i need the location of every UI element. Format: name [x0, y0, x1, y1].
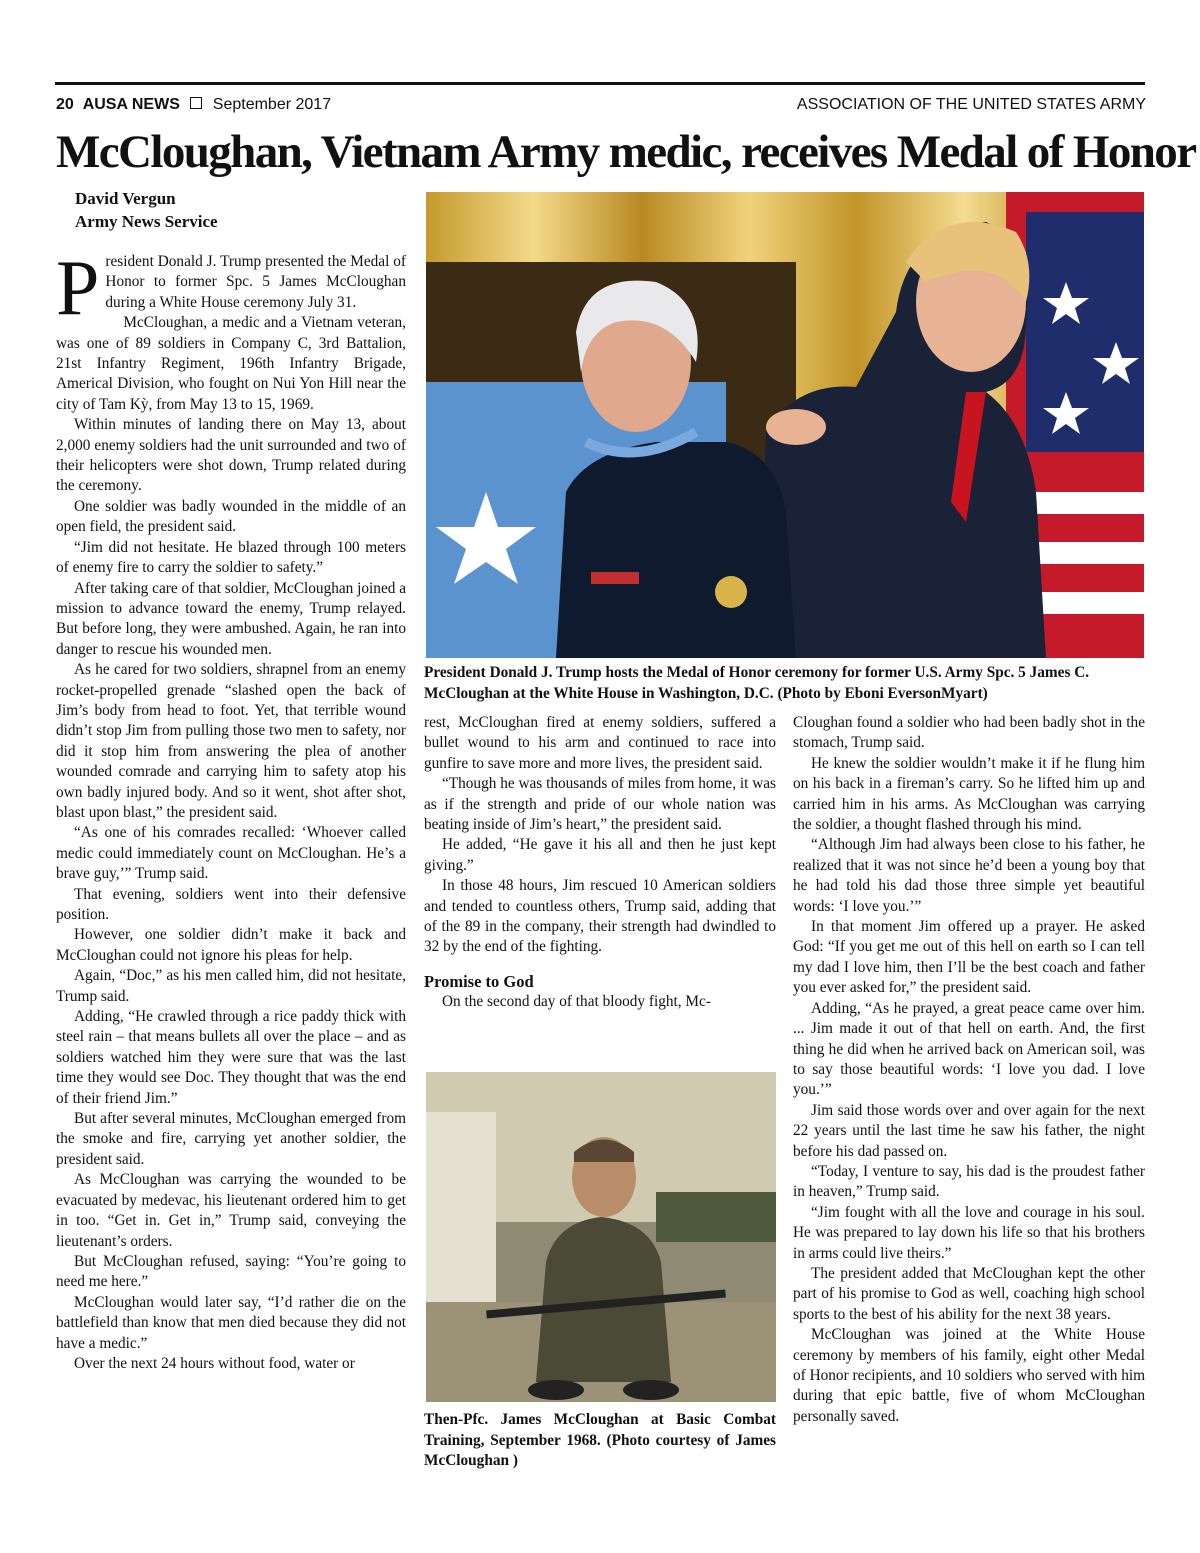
paragraph: He knew the soldier wouldn’t make it if he flung him on his back in a fireman’s carry. So he lifted him up and carried him in his arms. As McCloughan was carrying the soldier, a thought flashed through his mind.	[793, 754, 1145, 834]
drop-cap: P	[56, 244, 100, 331]
byline	[75, 187, 218, 233]
paragraph: On the second day of that bloody fight, Mc-	[442, 993, 711, 1011]
headline: McCloughan, Vietnam Army medic, receives Medal of Honor	[56, 126, 1196, 178]
paragraph: That evening, soldiers went into their defensive position.	[56, 885, 406, 923]
column-3	[793, 713, 1145, 1427]
basic-training-illustration	[426, 1072, 776, 1402]
paragraph: Cloughan found a soldier who had been badly shot in the stomach, Trump said.	[793, 714, 1145, 752]
issue-date: September 2017	[212, 96, 332, 113]
main-photo-caption: President Donald J. Trump hosts the Medal of Honor ceremony for former U.S. Army Spc. 5 James C. McCloughan at the White House in Washington, D.C. (Photo by Eboni EversonMyart)	[424, 664, 1090, 702]
subhead: Promise to God	[424, 971, 534, 991]
paragraph: One soldier was badly wounded in the middle of an open field, the president said.	[56, 497, 406, 536]
lead-paragraph	[56, 244, 406, 331]
paragraph: As he cared for two soldiers, shrapnel from an enemy rocket-propelled grenade “slashed open the back of Jim’s body from head to foot. Yet, that terrible wound didn’t stop Jim from pulling those two men to safety, nor did it stop him from answering the plea of another wounded comrade and carrying him to safety atop his own badly injured body. And so it went, shot after shot, blast upon blast,” the president said.	[56, 661, 406, 821]
paragraph: Adding, “He crawled through a rice paddy thick with steel rain – that means bullets all over the place – and as soldiers watched him they were sure that was the last time they would see Doc. They thought that was the end of their friend Jim.”	[56, 1008, 406, 1107]
agency: Army News Service	[75, 212, 218, 231]
paragraph: However, one soldier didn’t make it back and McCloughan could not ignore his pleas for help.	[56, 926, 406, 964]
organization-name: ASSOCIATION OF THE UNITED STATES ARMY	[796, 96, 1146, 113]
paragraph: But McCloughan refused, saying: “You’re going to need me here.”	[56, 1252, 406, 1291]
column-1	[56, 244, 406, 1374]
header-left	[56, 96, 331, 114]
paragraph: As McCloughan was carrying the wounded to be evacuated by medevac, his lieutenant ordered him to get in too. “Get in. Get in,” Trump said, conveying the lieutenant’s orders.	[56, 1171, 406, 1250]
medal-ceremony-photo	[426, 192, 1144, 658]
paragraph: “Today, I venture to say, his dad is the proudest father in heaven,” Trump said.	[793, 1162, 1145, 1201]
paragraph: He added, “He gave it his all and then he just kept giving.”	[424, 836, 776, 874]
top-rule	[55, 82, 1145, 85]
medal-ceremony-illustration	[426, 192, 1144, 658]
publication-name: AUSA NEWS	[82, 96, 180, 113]
paragraph: Within minutes of landing there on May 13, about 2,000 enemy soldiers had the unit surrounded and two of their helicopters were shot down, Trump related during the ceremony.	[56, 416, 406, 495]
author: David Vergun	[75, 189, 176, 208]
paragraph: “Though he was thousands of miles from home, it was as if the strength and pride of our whole nation was beating inside of Jim’s heart,” the president said.	[424, 775, 776, 834]
basic-training-photo	[426, 1072, 776, 1402]
paragraph: Jim said those words over and over again for the next 22 years until the last time he saw his father, the night before his dad passed on.	[793, 1101, 1145, 1160]
second-photo-caption: Then-Pfc. James McCloughan at Basic Combat Training, September 1968. (Photo courtesy of James McCloughan )	[424, 1411, 776, 1469]
paragraph: In that moment Jim offered up a prayer. He asked God: “If you get me out of this hell on earth so I can tell my dad I love him, then I’ll be the best coach and father you ever asked for,” the president said.	[793, 918, 1145, 997]
paragraph: McCloughan would later say, “I’d rather die on the battlefield than know that men died because they did not have a medic.”	[56, 1293, 406, 1352]
page-number: 20	[56, 96, 74, 113]
paragraph: Again, “Doc,” as his men called him, did not hesitate, Trump said.	[56, 967, 406, 1005]
paragraph: “Jim fought with all the love and courage in his soul. He was prepared to lay down his life so that his brothers in arms could live theirs.”	[793, 1203, 1145, 1262]
square-icon	[190, 97, 202, 109]
paragraph: “Although Jim had always been close to his father, he realized that it was not since he’d been a young boy that he had told his dad those three simple yet beautiful words: ‘I love you.’”	[793, 836, 1145, 915]
paragraph: rest, McCloughan fired at enemy soldiers, suffered a bullet wound to his arm and continued to race into gunfire to save more and more lives, the president said.	[424, 714, 776, 772]
paragraph: After taking care of that soldier, McCloughan joined a mission to advance toward the enemy, Trump relayed. But before long, they were ambushed. Again, he ran into danger to rescue his wounded men.	[56, 579, 406, 658]
page-header	[56, 96, 1146, 118]
lead-text: resident Donald J. Trump presented the Medal of Honor to former Spc. 5 James McCloughan during a White House ceremony July 31.	[105, 253, 406, 311]
paragraph: In those 48 hours, Jim rescued 10 American soldiers and tended to countless others, Trump said, adding that of the 89 in the company, their strength had dwindled to 32 by the end of the fighting.	[424, 877, 776, 956]
column-2	[424, 713, 776, 1013]
paragraph: “As one of his comrades recalled: ‘Whoever called medic could immediately count on McCloughan. He’s a brave guy,’” Trump said.	[56, 824, 406, 883]
paragraph: Adding, “As he prayed, a great peace came over him. ... Jim made it out of that hell on earth. And, the first thing he did when he arrived back on American soil, was to say those beautiful words: ‘I love you dad. I love you.’”	[793, 999, 1145, 1099]
paragraph: Over the next 24 hours without food, water or	[74, 1354, 355, 1372]
paragraph: McCloughan, a medic and a Vietnam veteran, was one of 89 soldiers in Company C, 3rd Battalion, 21st Infantry Regiment, 196th Infantry Brigade, Americal Division, who fought on Nui Yon Hill near the city of Tam Kỳ, from May 13 to 15, 1969.	[56, 314, 406, 413]
paragraph: McCloughan was joined at the White House ceremony by members of his family, eight other Medal of Honor recipients, and 10 soldiers who served with him during that epic battle, five of whom McCloughan personally saved.	[793, 1326, 1145, 1425]
paragraph: The president added that McCloughan kept the other part of his promise to God as well, coaching high school sports to the best of his ability for the next 38 years.	[793, 1264, 1145, 1323]
paragraph: But after several minutes, McCloughan emerged from the smoke and fire, carrying yet another soldier, the president said.	[56, 1110, 406, 1168]
paragraph: “Jim did not hesitate. He blazed through 100 meters of enemy fire to carry the soldier to safety.”	[56, 538, 406, 577]
